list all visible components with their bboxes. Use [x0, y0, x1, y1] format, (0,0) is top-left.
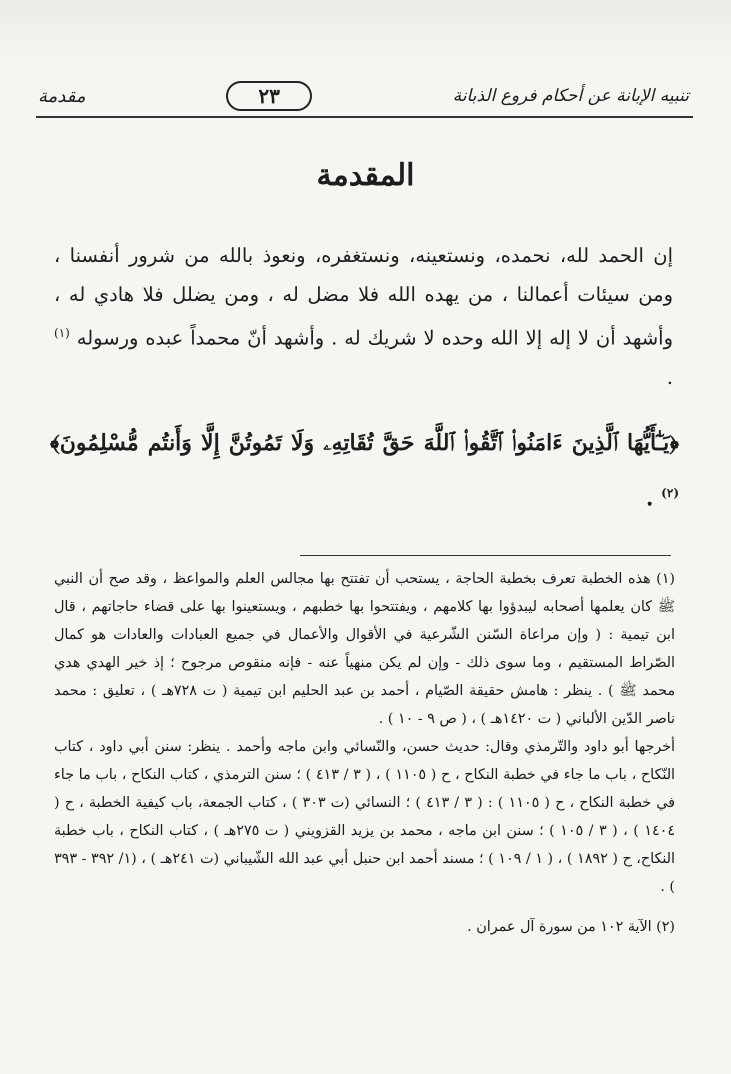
- page-number: ٢٣: [226, 81, 311, 111]
- header-rule: [36, 116, 693, 118]
- footnote-1-continued: أخرجها أبو داود والتّرمذي وقال: حديث حسن، والنّسائي وابن ماجه وأحمد . ينظر: سنن أبي داود ، كتاب النّكاح ، باب ما جاء في خطبة النكاح ، ح ( ١١٠٥ ) ، ( ٣ / ٤١٣ ) ؛ سنن الترمذي ، كتاب النكاح ، باب ما جاء في خطبة النكاح ، ح ( ١١٠٥ ) : ( ٣ / ٤١٣ ) ؛ النسائي (ت ٣٠٣ ) ، كتاب الجمعة، باب كيفية الخطبة ، ح ( ١٤٠٤ ) ، ( ٣ / ١٠٥ ) ؛ سنن ابن ماجه ، محمد بن يزيد القزويني ( ت ٢٧٥هـ ) ، كتاب النكاح ، باب خطبة النكاح، ح ( ١٨٩٢ ) ، ( ١ / ١٠٩ ) ؛ مسند أحمد ابن حنبل أبي عبد الله الشّيباني (ت ٢٤١هـ ) ، (١/ ٣٩٢ - ٣٩٣ ) .: [54, 739, 676, 895]
- footnote-marker: (٢): [661, 486, 679, 500]
- body-tail: .: [666, 365, 673, 389]
- verse-text: ﴿يَـٰٓأَيُّهَا ٱلَّذِينَ ءَامَنُوا۟ ٱتَّقُوا۟ ٱللَّهَ حَقَّ تُقَاتِهِۦ وَلَا تَمُوتُنَّ إِلَّا وَأَنتُم مُّسْلِمُونَ﴾: [50, 430, 679, 456]
- footnote-separator: [300, 555, 671, 556]
- page-header: [38, 76, 689, 116]
- footnote-2: (٢) الآية ١٠٢ من سورة آل عمران .: [467, 919, 675, 935]
- verse-tail: .: [645, 485, 662, 512]
- bleed-through-area: [0, 0, 731, 60]
- running-title: تنبيه الإبانة عن أحكام فروع الذبانة: [452, 86, 689, 106]
- footnote-marker: (١): [54, 326, 70, 340]
- body-text: إن الحمد لله، نحمده، ونستعينه، ونستغفره، ونعوذ بالله من شرور أنفسنا ، ومن سيئات أعمالنا ، من يهده الله فلا مضل له ، ومن يضلل فلا هادي له ، وأشهد أن لا إله إلا الله وحده لا شريك له . وأشهد أنّ محمداً عبده ورسوله: [54, 244, 673, 350]
- page-title: المقدمة: [316, 158, 415, 193]
- quran-verse: [50, 418, 679, 523]
- footnotes: [54, 565, 675, 941]
- section-tag: مقدمة: [38, 85, 86, 107]
- body-paragraph: [54, 236, 673, 397]
- footnote-1: (١) هذه الخطبة تعرف بخطبة الحاجة ، يستحب أن تفتتح بها مجالس العلم والمواعظ ، وقد صح أن النبي ﷺ كان يعلمها أصحابه ليبدؤوا بها كلامهم ، ويفتتحوا بها خطبهم ، ويستعينوا بها على قضاء حاجاتهم ، قال ابن تيمية : ( وإن مراعاة السّنن الشّرعية في الأقوال والأعمال في جميع العبادات والعادات هو كمال الصّراط المستقيم ، وما سوى ذلك - وإن لم يكن منهياً عنه - فإنه منقوص مرجوح ؛ إذ خير الهدي هدي محمد ﷺ ) . ينظر : هامش حقيقة الصّيام ، أحمد بن عبد الحليم ابن تيمية ( ت ٧٢٨هـ ) ، تعليق : محمد ناصر الدّين الألباني ( ت ١٤٢٠هـ ) ، ( ص ٩ - ١٠ ) .: [54, 571, 675, 727]
